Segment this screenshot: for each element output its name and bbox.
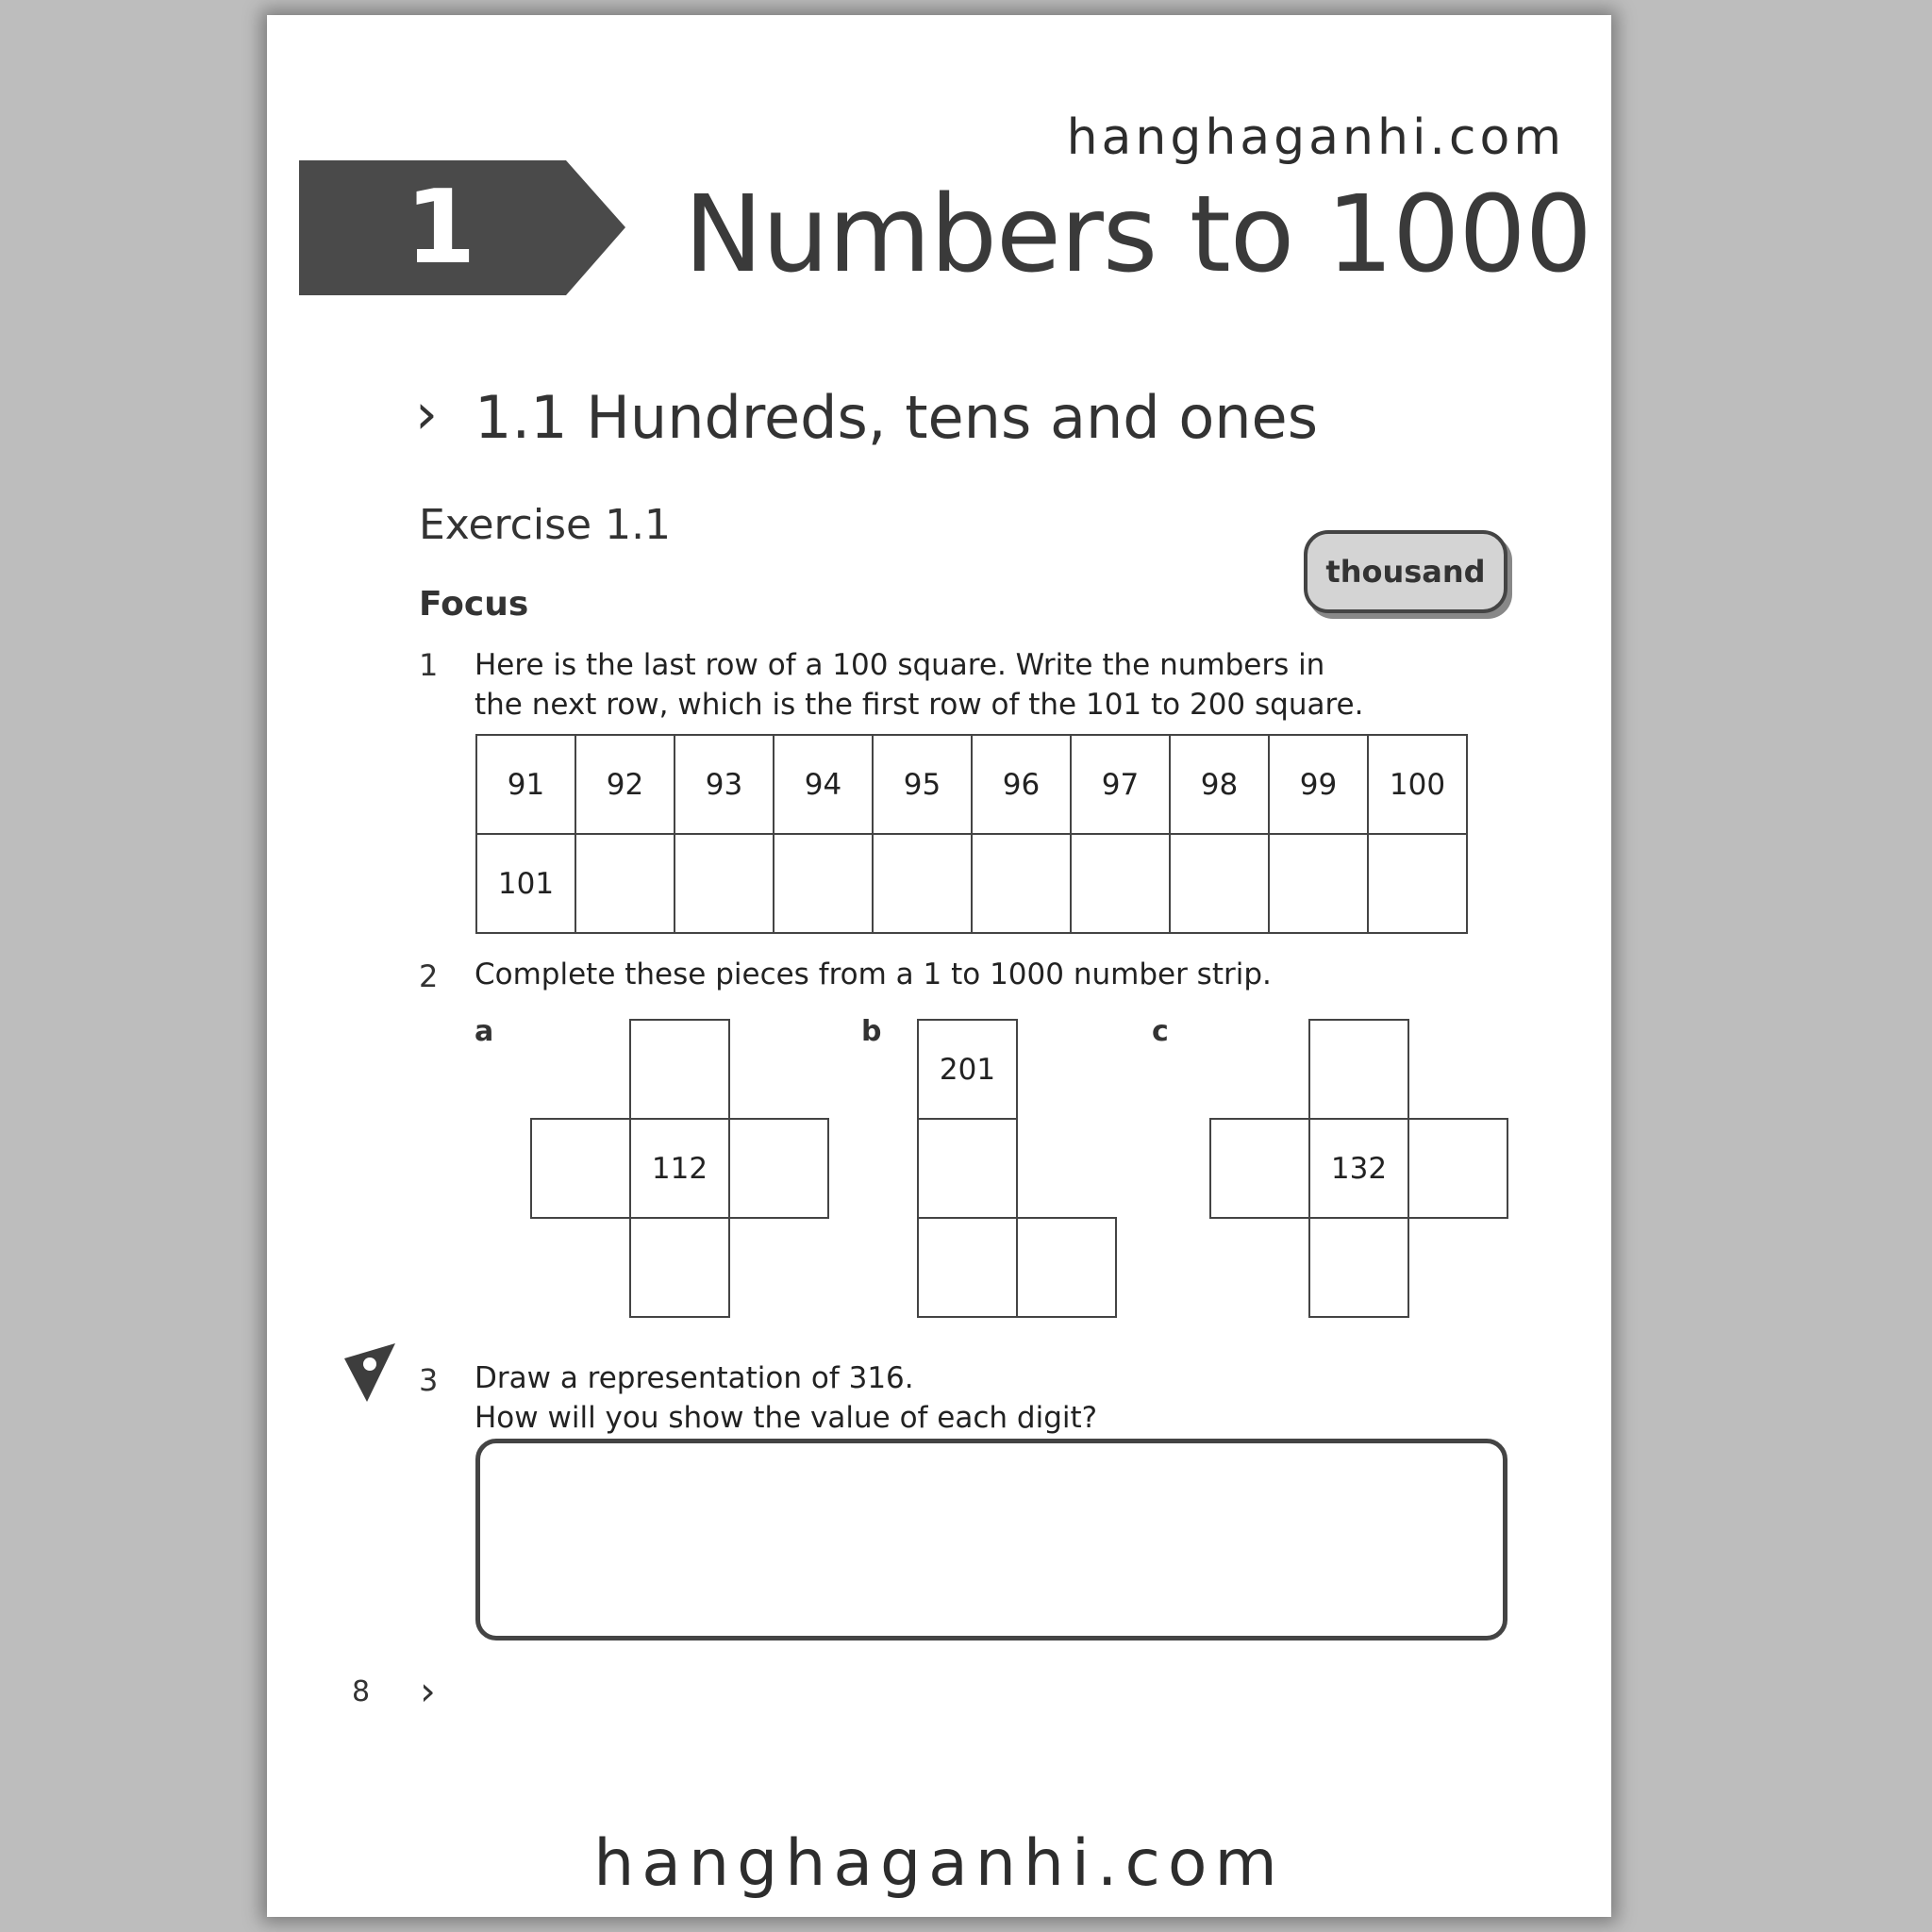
workbook-page bbox=[267, 15, 1611, 1917]
chevron-right-icon: › bbox=[420, 1668, 436, 1714]
strip-cell-bottom[interactable] bbox=[629, 1217, 730, 1318]
question-number: 1 bbox=[419, 647, 439, 683]
keyword-badge: thousand bbox=[1304, 530, 1507, 613]
strip-cell-top: 201 bbox=[917, 1019, 1018, 1120]
table-cell[interactable] bbox=[873, 834, 972, 933]
table-cell: 91 bbox=[476, 735, 575, 834]
question-text bbox=[475, 645, 1363, 724]
table-cell: 93 bbox=[675, 735, 774, 834]
table-row bbox=[476, 834, 1467, 933]
question-number: 2 bbox=[419, 958, 439, 994]
strip-cell-center: 112 bbox=[629, 1118, 730, 1219]
question-line: the next row, which is the first row of the 101 to 200 square. bbox=[475, 688, 1364, 722]
table-cell: 98 bbox=[1170, 735, 1269, 834]
part-label-b: b bbox=[861, 1015, 882, 1048]
question-line: How will you show the value of each digit? bbox=[475, 1401, 1098, 1435]
table-cell[interactable] bbox=[1368, 834, 1467, 933]
strip-cell-top[interactable] bbox=[629, 1019, 730, 1120]
table-cell[interactable] bbox=[675, 834, 774, 933]
chapter-title: Numbers to 1000 bbox=[684, 174, 1591, 296]
strip-cell-top[interactable] bbox=[1308, 1019, 1409, 1120]
table-cell[interactable] bbox=[1071, 834, 1170, 933]
answer-box[interactable] bbox=[475, 1439, 1507, 1641]
thinking-skill-icon bbox=[344, 1343, 397, 1402]
strip-cell-bottom[interactable] bbox=[1308, 1217, 1409, 1318]
strip-cell-right[interactable] bbox=[728, 1118, 829, 1219]
question-number: 3 bbox=[419, 1362, 439, 1398]
question-text bbox=[475, 1358, 1097, 1438]
hundred-square-table bbox=[475, 734, 1468, 934]
table-cell[interactable] bbox=[774, 834, 873, 933]
table-cell[interactable] bbox=[1269, 834, 1368, 933]
strip-cell-left[interactable] bbox=[1209, 1118, 1310, 1219]
table-cell: 92 bbox=[575, 735, 675, 834]
table-cell[interactable] bbox=[575, 834, 675, 933]
strip-cell-center: 132 bbox=[1308, 1118, 1409, 1219]
table-cell: 101 bbox=[476, 834, 575, 933]
exercise-heading: Exercise 1.1 bbox=[419, 501, 672, 549]
strip-cell-bottom[interactable] bbox=[917, 1217, 1018, 1318]
chevron-right-icon: › bbox=[415, 381, 438, 447]
question-line: Here is the last row of a 100 square. Write the numbers in bbox=[475, 648, 1325, 682]
table-cell: 96 bbox=[972, 735, 1071, 834]
table-row bbox=[476, 735, 1467, 834]
chapter-number: 1 bbox=[405, 169, 476, 287]
strip-cell-middle[interactable] bbox=[917, 1118, 1018, 1219]
table-cell: 94 bbox=[774, 735, 873, 834]
section-heading: 1.1 Hundreds, tens and ones bbox=[475, 383, 1319, 452]
part-label-c: c bbox=[1152, 1015, 1169, 1048]
strip-cell-right[interactable] bbox=[1407, 1118, 1508, 1219]
watermark-top: hanghaganhi.com bbox=[1066, 109, 1565, 166]
page-number: 8 bbox=[352, 1675, 371, 1708]
table-cell[interactable] bbox=[972, 834, 1071, 933]
watermark-bottom: hanghaganhi.com bbox=[593, 1826, 1285, 1901]
table-cell: 100 bbox=[1368, 735, 1467, 834]
question-text: Complete these pieces from a 1 to 1000 number strip. bbox=[475, 958, 1272, 991]
focus-heading: Focus bbox=[419, 585, 529, 624]
table-cell[interactable] bbox=[1170, 834, 1269, 933]
question-line: Draw a representation of 316. bbox=[475, 1361, 914, 1395]
strip-cell-left[interactable] bbox=[530, 1118, 631, 1219]
strip-cell-bottom-right[interactable] bbox=[1016, 1217, 1117, 1318]
part-label-a: a bbox=[475, 1015, 494, 1048]
table-cell: 97 bbox=[1071, 735, 1170, 834]
table-cell: 95 bbox=[873, 735, 972, 834]
table-cell: 99 bbox=[1269, 735, 1368, 834]
